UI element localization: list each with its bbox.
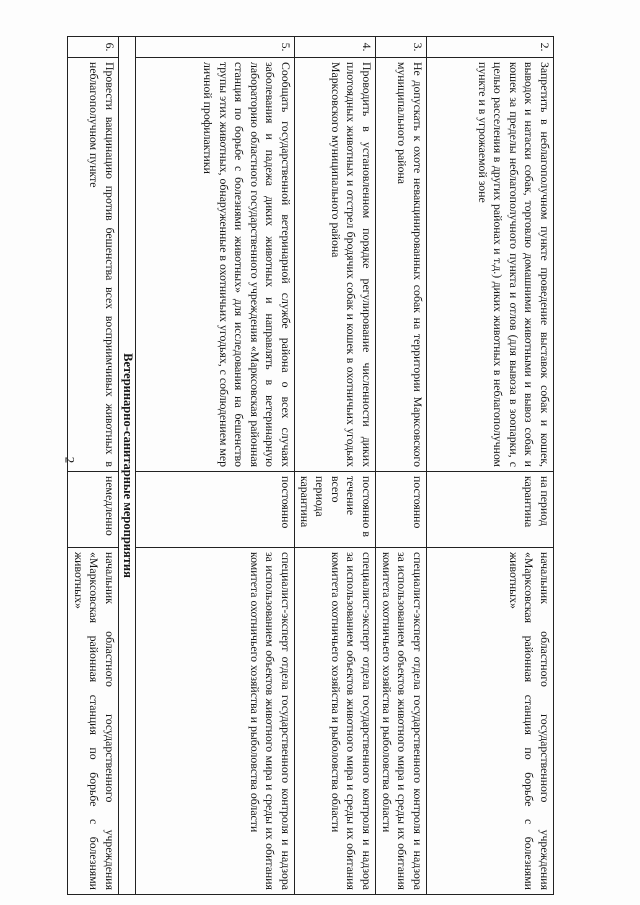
table-row (136, 37, 295, 895)
page-number: 2 (62, 456, 78, 464)
measure-text: Запретить в неблагополучном пункте проведение выставок собак и кошек, выводок и натаски собак, торговлю домашними животными и вывоз собак и кошек за пределы неблагополучного пункта и отлов (для вывоза в зоопарки, с целью расселения в других районах и т.д.) диких животных в неблагополучном пункте и в угрожаемой зоне (427, 58, 554, 472)
table-row (68, 37, 119, 895)
table-row (376, 37, 427, 895)
measure-text: Проводить в установленном порядке регулирование численности диких плотоядных животных и отстрел бродячих собак и кошек в охотничьих угодьях Марксовского муниципального района (295, 58, 376, 472)
row-number: 6. (68, 37, 119, 58)
row-number: 3. (376, 37, 427, 58)
measure-text: Не допускать к охоте невакцинированных собак на территории Марксовского муниципального района (376, 58, 427, 472)
responsible-text: специалист-эксперт отдела государственного контроля и надзора за использованием объектов животного мира и среды их обитания комитета охотничьего хозяйства и рыболовства области (376, 548, 427, 895)
row-number: 4. (295, 37, 376, 58)
term-text: на период карантина (427, 472, 554, 548)
responsible-text: начальник областного государственного учреждения «Марксовская районная станция по борьбе с болезнями животных» (68, 548, 119, 895)
term-text: постоянно (136, 472, 295, 548)
section-header-row (119, 37, 136, 895)
term-text: немедленно (68, 472, 119, 548)
responsible-text: специалист-эксперт отдела государственного контроля и надзора за использованием объектов животного мира и среды их обитания комитета охотничьего хозяйства и рыболовства области (136, 548, 295, 895)
term-text: постоянно в течение всего периода карантина (295, 472, 376, 548)
measure-text: Сообщать государственной ветеринарной службе района о всех случаях заболевания и падежа диких животных и направлять в ветеринарную лабораторию областного государственного учреждения «Марксовская районная станция по борьбе с болезнями животных» для исследования на бешенство трупы этих животных, обнаруженные в охотничьих угодьях, с соблюдением мер личной профилактики (136, 58, 295, 472)
row-number: 2. (427, 37, 554, 58)
table-row (295, 37, 376, 895)
row-number: 5. (136, 37, 295, 58)
responsible-text: специалист-эксперт отдела государственного контроля и надзора за использованием объектов животного мира и среды их обитания комитета охотничьего хозяйства и рыболовства области (295, 548, 376, 895)
rotated-table-container (71, 36, 554, 894)
responsible-text: начальник областного государственного учреждения «Марксовская районная станция по борьбе с болезнями животных» (427, 548, 554, 895)
term-text: постоянно (376, 472, 427, 548)
measures-table (67, 36, 554, 895)
table-row (427, 37, 554, 895)
measure-text: Провести вакцинацию против бешенства всех восприимчивых животных в неблагополучном пункте (68, 58, 119, 472)
section-title: Ветеринарно-санитарные мероприятия (119, 37, 136, 895)
